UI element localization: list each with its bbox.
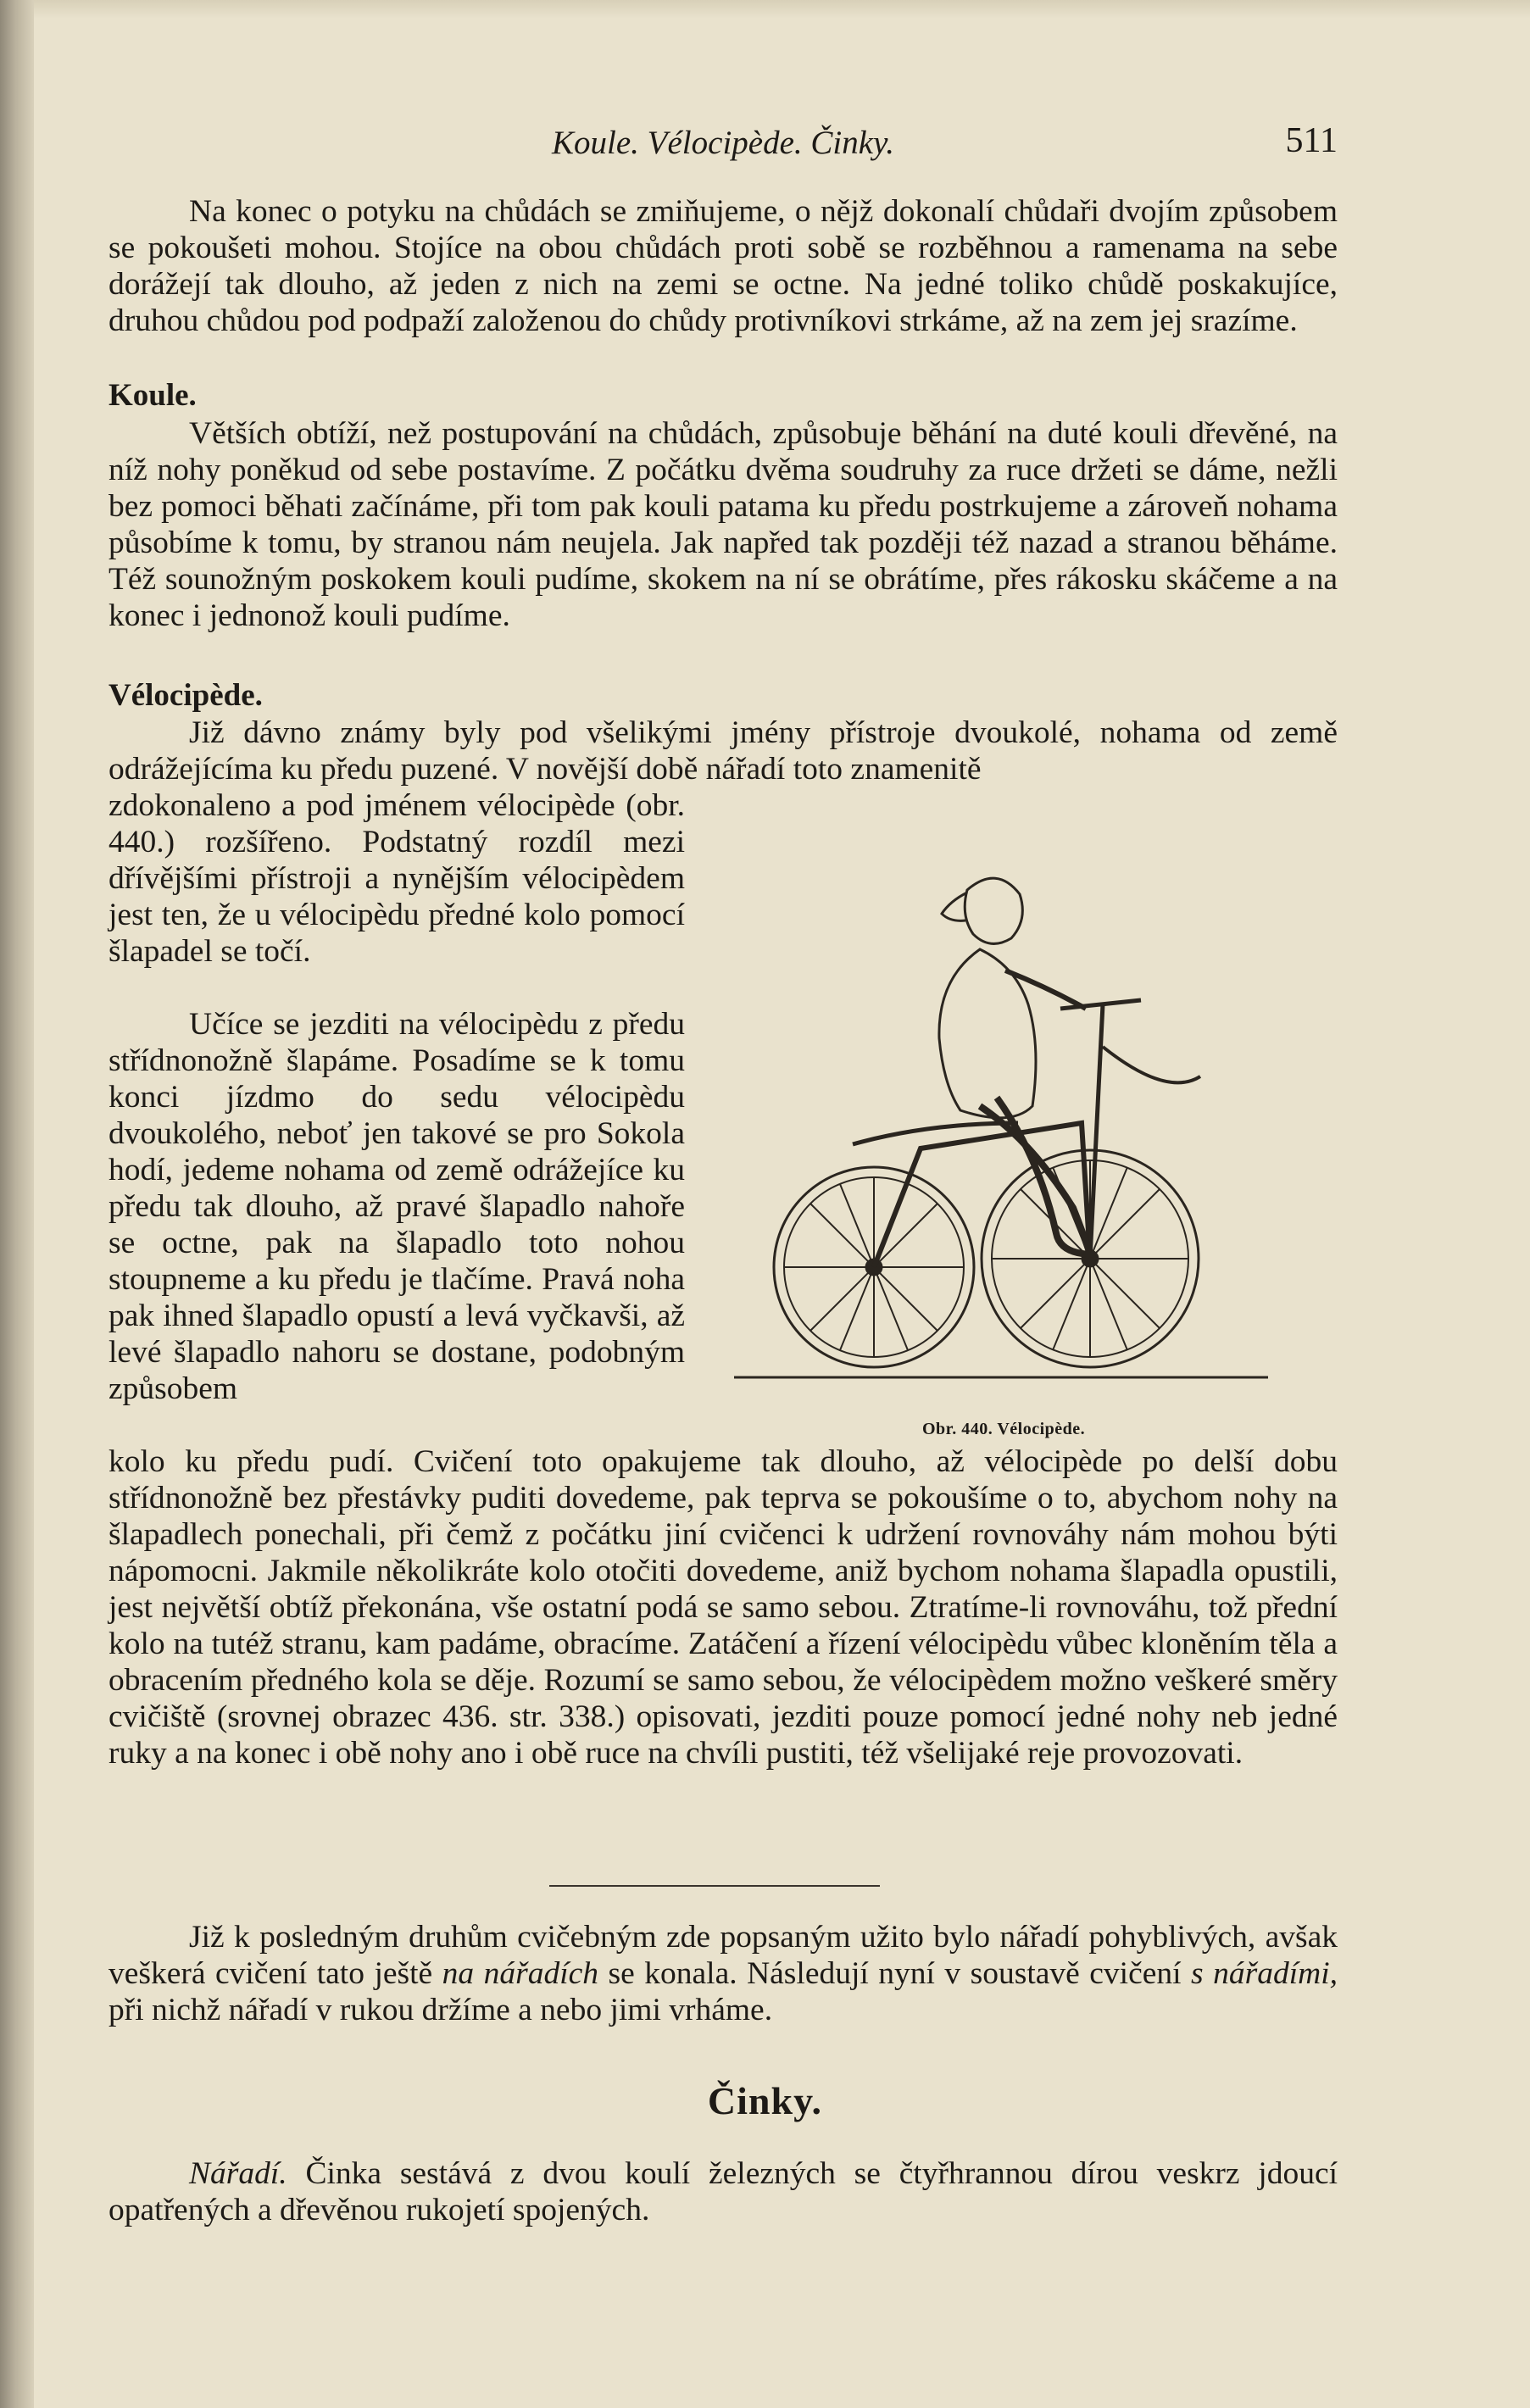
transition-italic-2: s nářadími, [1191, 1956, 1338, 1991]
steering-column [1090, 1004, 1103, 1259]
figure-caption: Obr. 440. Vélocipède. [922, 1420, 1086, 1438]
cinky-label: Nářadí. [189, 2156, 287, 2191]
velocipede-heading: Vélocipède. [108, 678, 263, 713]
transition-text-1: Již k posledným druhům cvičebným zde popsaným užito bylo nářadí pohyblivých, avšak veškerá cvičení tato ještě [108, 1920, 1338, 1991]
book-spine-edge [0, 0, 34, 2408]
velocipede-paragraph-2-column: Učíce se jezditi na vélocipèdu z předu střídnonožně šlapáme. Posadíme se k tomu konci jízdmo do sedu vélocipèdu dvoukolého, neboť jen takové se pro Sokola hodí, jedeme nohama od země odrážejíce ku předu tak dlouho, až pravé šlapadlo nahoře se octne, pak na šlapadlo toto nohou stoupneme a ku předu je tlačíme. Pravá noha pak ihned šlapadlo opustí a levá vyčkavši, až levé šlapadlo nahoru se dostane, podobným způsobem [108, 1007, 685, 1406]
intro-paragraph: Na konec o potyku na chůdách se zmiňujeme, o nějž dokonalí chůdaři dvojím způsobem se pokoušeti mohou. Stojíce na obou chůdách proti sobě se rozběhnou a ramenama na sebe dorážejí tak dlouho, až jeden z nich na zemi se octne. Na jedné toliko chůdě poskakujíce, druhou chůdou pod podpaží založenou do chůdy protivníkovi strkáme, až na zem jej srazíme. [108, 194, 1338, 338]
transition-italic-1: na nářadích [442, 1956, 599, 1991]
cinky-text: Činka sestává z dvou koulí železných se čtyřhrannou dírou veskrz jdoucí opatřených a dřevěnou rukojetí spojených. [108, 2156, 1338, 2227]
cinky-title: Činky. [707, 2079, 823, 2122]
koule-paragraph: Větších obtíží, než postupování na chůdách, způsobuje běhání na duté kouli dřevěné, na níž nohy poněkud od sebe postavíme. Z počátku dvěma soudruhy za ruce držeti se dáme, nežli bez pomoci běhati začínáme, při tom pak kouli patama ku předu postrkujeme a zároveň nohama působíme k tomu, by stranou nám neujela. Jak napřed tak později též nazad a stranou běháme. Též sounožným poskokem kouli pudíme, skokem na ní se obrátíme, přes rákosku skáčeme a na konec i jednonož kouli pudíme. [108, 416, 1338, 633]
page-header [108, 117, 1338, 168]
velocipede-paragraph-2-full: kolo ku předu pudí. Cvičení toto opakujeme tak dlouho, až vélocipède po delší dobu střídnonožně bez přestávky puditi dovedeme, pak teprva se pokoušíme o to, abychom nohy na šlapadlech ponechali, při čemž z počátku jiní cvičenci k udržení rovnováhy nám mohou býti nápomocni. Jakmile několikráte kolo otočiti dovedeme, aniž bychom nohama šlapadla opustili, jest největší obtíž překonána, vše ostatní podá se samo sebou. Ztratíme-li rovnováhu, tož přední kolo na tutéž stranu, kam padáme, obracíme. Zatáčení a řízení vélocipèdu vůbec kloněním těla a obracením předného kola se děje. Rozumí se samo sebou, že vélocipèdem možno veškeré směry cvičiště (srovnej obrazec 436. str. 338.) opisovati, jezditi pouze pomocí jedné nohy neb jedné ruky a na konec i obě nohy ano i obě ruce na chvíli pustiti, též všelijaké reje provozovati. [108, 1444, 1338, 1771]
transition-paragraph [108, 1919, 1338, 2028]
page-top-edge [34, 0, 1530, 19]
koule-heading: Koule. [108, 378, 197, 413]
velocipede-illustration [726, 843, 1285, 1386]
velocipede-paragraph-1-full: Již dávno známy byly pod všelikými jmény přístroje dvoukolé, nohama od země odrážejícíma ku předu puzené. V novější době nářadí toto znamenitě [108, 715, 1338, 787]
rider-head [965, 878, 1022, 943]
running-title: Koule. Vélocipède. Činky. [552, 125, 894, 161]
cinky-paragraph [108, 2155, 1338, 2228]
transition-text-3: při nichž nářadí v rukou držíme a nebo jimi vrháme. [108, 1993, 773, 2027]
page-number: 511 [1285, 121, 1338, 160]
transition-text-2: se konala. Následují nyní v soustavě cvičení [608, 1956, 1182, 1991]
section-divider [549, 1885, 880, 1887]
velocipede-paragraph-1-column: zdokonaleno a pod jménem vélocipède (obr. 440.) rozšířeno. Podstatný rozdíl mezi dřívějšími přístroji a nynějším vélocipèdem jest ten, že u vélocipèdu předné kolo pomocí šlapadel se točí. [108, 788, 685, 969]
